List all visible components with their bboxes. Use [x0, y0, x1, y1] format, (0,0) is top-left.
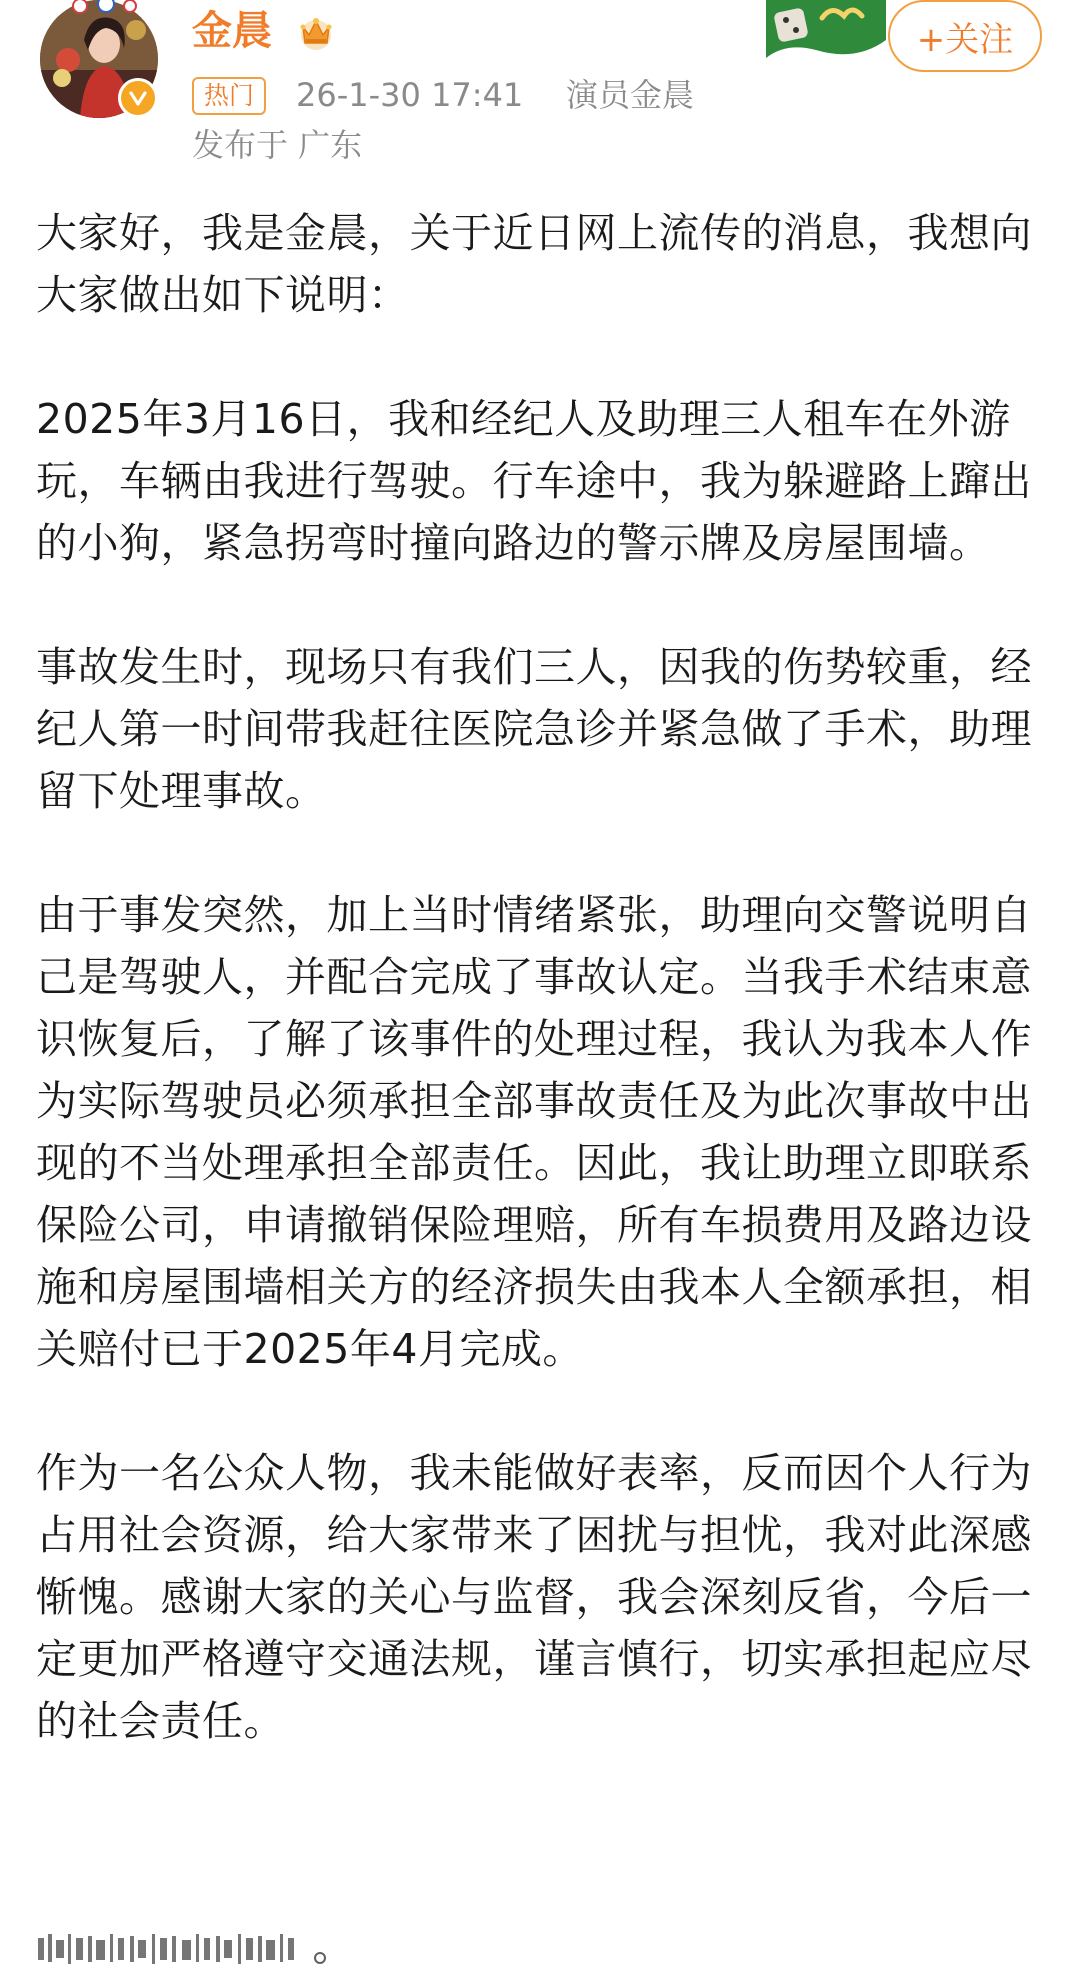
- follow-button[interactable]: +关注: [888, 0, 1042, 72]
- post-paragraph: 作为一名公众人物，我未能做好表率，反而因个人行为占用社会资源，给大家带来了困扰与担忧，我对此深感惭愧。感谢大家的关心与监督，我会深刻反省，今后一定更加严格遵守交通法规，谨言慎行，切实承担起应尽的社会责任。: [36, 1449, 1032, 1745]
- post-header: [0, 0, 1080, 175]
- post-source: 演员金晨: [566, 76, 695, 114]
- crown-icon: [294, 9, 338, 53]
- obscured-signature-line: [36, 1928, 336, 1968]
- avatar-decoration-icon: [70, 0, 140, 16]
- post-paragraph: 大家好，我是金晨，关于近日网上流传的消息，我想向大家做出如下说明：: [36, 209, 1032, 319]
- card-background-icon: [766, 0, 886, 60]
- verified-icon: [118, 78, 158, 118]
- post-paragraph: 由于事发突然，加上当时情绪紧张，助理向交警说明自己是驾驶人，并配合完成了事故认定。当我手术结束意识恢复后，了解了该事件的处理过程，我认为我本人作为实际驾驶员必须承担全部事故责任及为此次事故中出现的不当处理承担全部责任。因此，我让助理立即联系保险公司，申请撤销保险理赔，所有车损费用及路边设施和房屋围墙相关方的经济损失由我本人全额承担，相关赔付已于2025年4月完成。: [36, 891, 1032, 1373]
- hot-badge: 热门: [192, 77, 266, 115]
- post-paragraph: 2025年3月16日，我和经纪人及助理三人租车在外游玩，车辆由我进行驾驶。行车途中，我为躲避路上蹿出的小狗，紧急拐弯时撞向路边的警示牌及房屋围墙。: [36, 395, 1032, 567]
- post-location: 发布于 广东: [192, 126, 363, 164]
- post-paragraph: 事故发生时，现场只有我们三人，因我的伤势较重，经纪人第一时间带我赶往医院急诊并紧急做了手术，助理留下处理事故。: [36, 643, 1032, 815]
- username[interactable]: 金晨: [192, 8, 272, 54]
- post-body: [36, 202, 1046, 1752]
- post-timestamp: 26-1-30 17:41: [296, 76, 524, 114]
